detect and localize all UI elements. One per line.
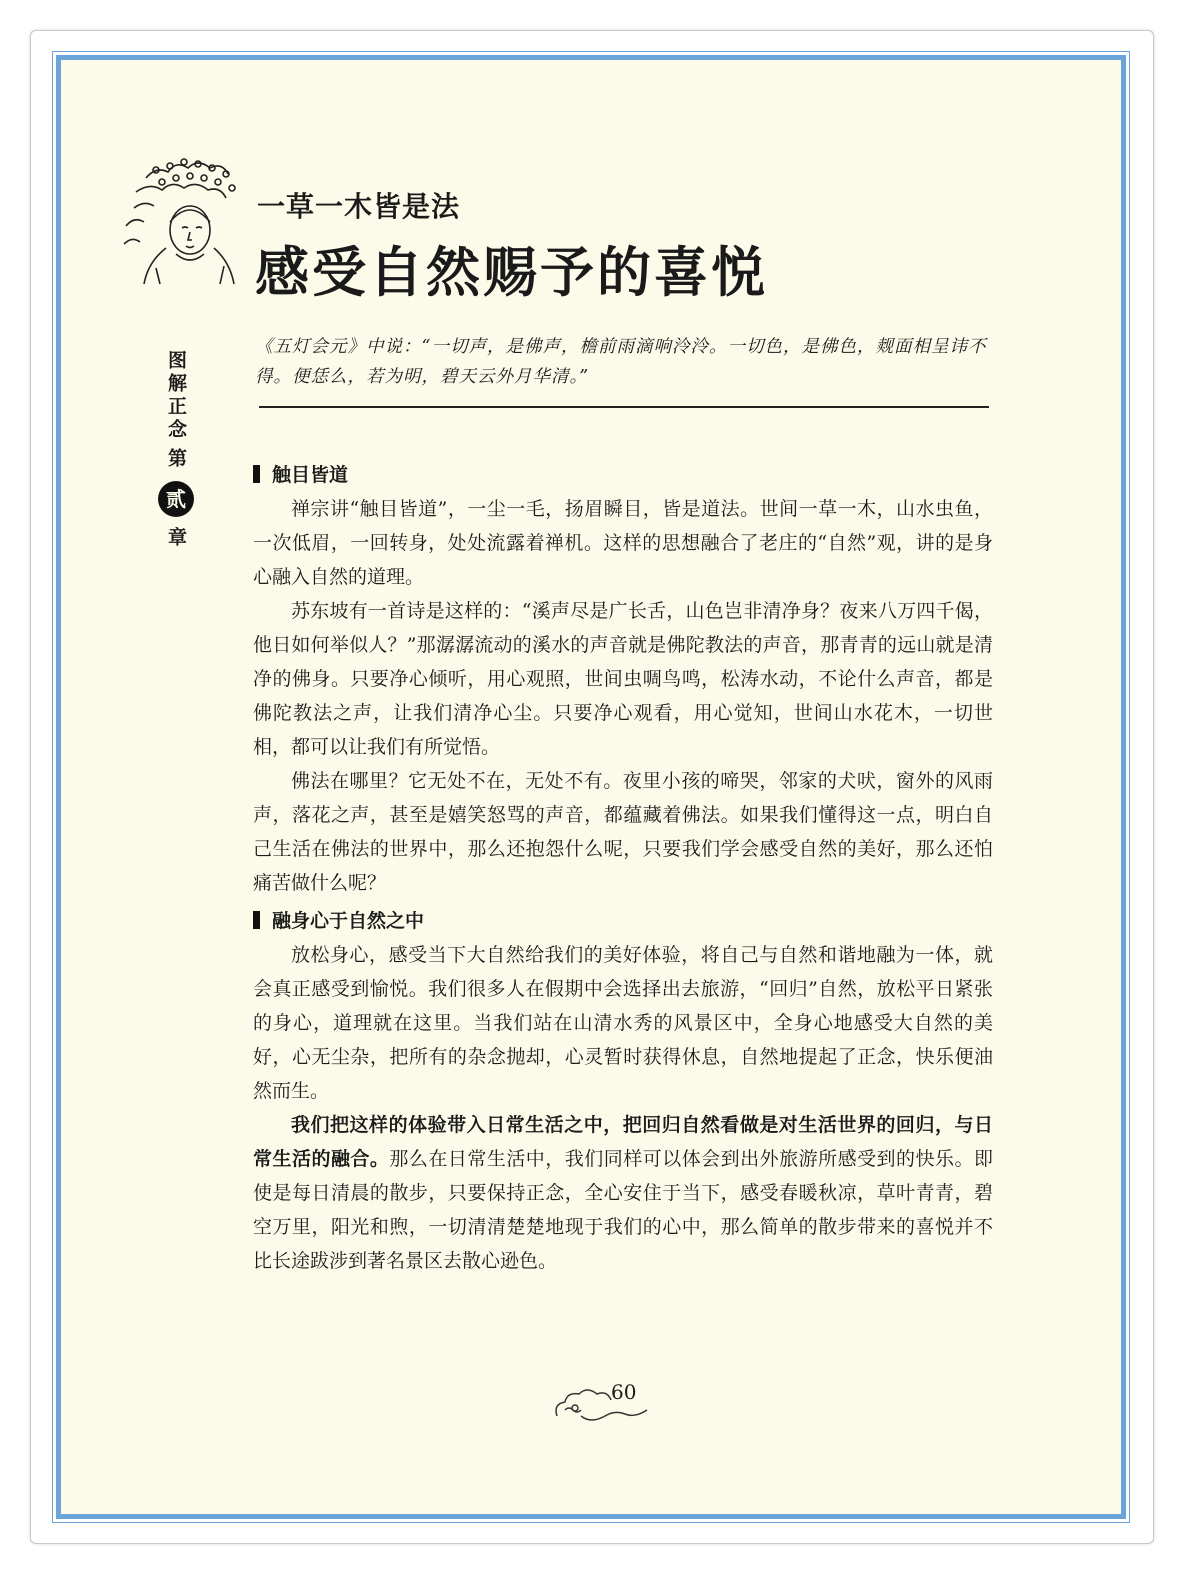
side-chapter-prefix: 第: [165, 448, 187, 471]
chapter-number-badge: 贰: [158, 481, 194, 517]
side-chapter-label: [156, 350, 196, 550]
article-body: [253, 458, 993, 1278]
paragraph: 佛法在哪里？它无处不在，无处不有。夜里小孩的啼哭，邻家的犬吠，窗外的风雨声，落花之声，甚至是嬉笑怒骂的声音，都蕴藏着佛法。如果我们懂得这一点，明白自己生活在佛法的世界中，那么还抱怨什么呢，只要我们学会感受自然的美好，那么还怕痛苦做什么呢？: [253, 770, 993, 894]
paragraph: 苏东坡有一首诗是这样的：“溪声尽是广长舌，山色岂非清净身？夜来八万四千偈，他日如何举似人？”那潺潺流动的溪水的声音就是佛陀教法的声音，那青青的远山就是清净的佛身。只要净心倾听，用心观照，世间虫啁鸟鸣，松涛水动，不论什么声音，都是佛陀教法之声，让我们清净心尘。只要净心观看，用心觉知，世间山水花木，一切世相，都可以让我们有所觉悟。: [253, 600, 993, 758]
section-heading-1-text: 触目皆道: [272, 464, 349, 486]
heading-marker: [253, 465, 260, 483]
side-book-title: 图解正念: [165, 350, 187, 442]
heading-marker: [253, 911, 260, 929]
page-number: 60: [611, 1380, 637, 1404]
divider: [259, 406, 989, 408]
paragraph: [253, 1108, 993, 1278]
section-heading-2: [253, 904, 993, 938]
section-heading-2-text: 融身心于自然之中: [272, 910, 425, 932]
epigraph-quote: 《五灯会元》中说：“一切声，是佛声，檐前雨滴响泠泠。一切色，是佛色，觌面相呈讳不得。便恁么，若为明，碧天云外月华清。”: [255, 337, 987, 387]
section-subtitle: 一草一木皆是法: [257, 190, 461, 223]
bold-sentence: 我们把这样的体验带入日常生活之中，把回归自然看做是对生活世界的回归，与日常生活的融合。: [253, 1114, 993, 1170]
page-title: 感受自然赐予的喜悦: [255, 240, 768, 304]
book-page: [56, 55, 1126, 1519]
side-chapter-suffix: 章: [165, 527, 187, 550]
monk-illustration: [116, 148, 256, 288]
section-heading-1: [253, 458, 993, 492]
paragraph: 禅宗讲“触目皆道”，一尘一毛，扬眉瞬目，皆是道法。世间一草一木，山水虫鱼，一次低眉，一回转身，处处流露着禅机。这样的思想融合了老庄的“自然”观，讲的是身心融入自然的道理。: [253, 498, 993, 588]
page-footer: [551, 1380, 661, 1430]
paragraph: 放松身心，感受当下大自然给我们的美好体验，将自己与自然和谐地融为一体，就会真正感受到愉悦。我们很多人在假期中会选择出去旅游，“回归”自然，放松平日紧张的身心，道理就在这里。当我们站在山清水秀的风景区中，全身心地感受大自然的美好，心无尘杂，把所有的杂念抛却，心灵暂时获得休息，自然地提起了正念，快乐便油然而生。: [253, 944, 993, 1102]
paragraph-rest: 那么在日常生活中，我们同样可以体会到出外旅游所感受到的快乐。即使是每日清晨的散步，只要保持正念，全心安住于当下，感受春暖秋凉，草叶青青，碧空万里，阳光和煦，一切清清楚楚地现于我们的心中，那么简单的散步带来的喜悦并不比长途跋涉到著名景区去散心逊色。: [253, 1148, 993, 1272]
